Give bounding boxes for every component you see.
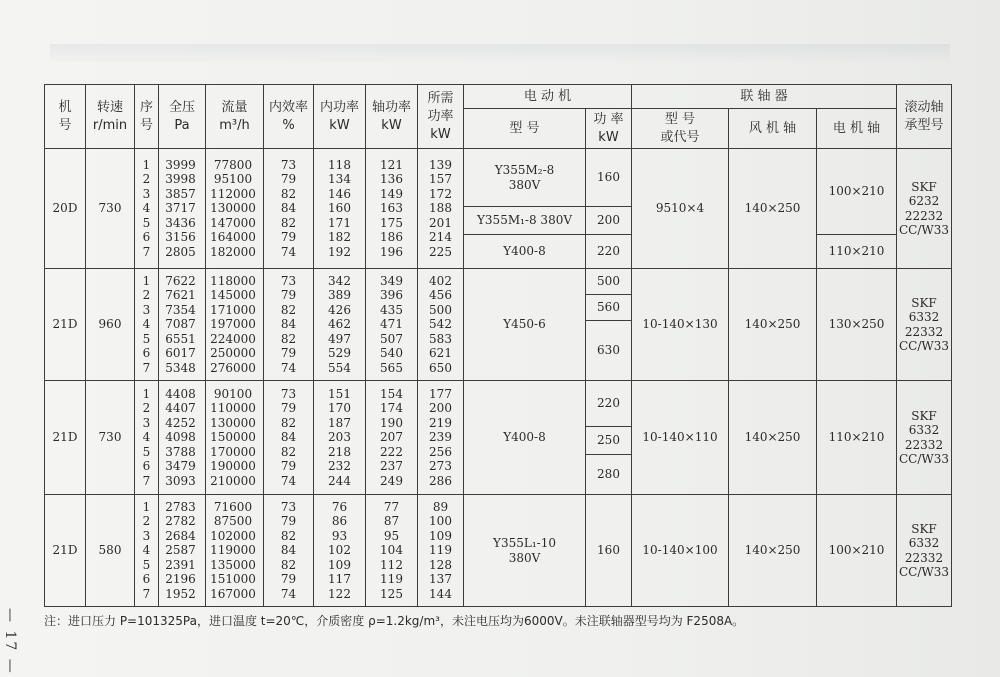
- flow-cell: 90100 110000 130000 150000 170000 190000 210000: [206, 381, 264, 495]
- motor-power-cell: 500: [586, 269, 632, 295]
- req-power-cell: 89 100 109 119 128 137 144: [418, 495, 464, 607]
- speed-cell: 960: [86, 269, 135, 381]
- header-motor: 电 动 机: [464, 85, 632, 109]
- motor-model-cell: Y355M₂-8 380V: [464, 149, 586, 207]
- motor-shaft-cell: 110×210: [817, 235, 897, 269]
- motor-model-cell: Y355L₁-10 380V: [464, 495, 586, 607]
- header-motor-power: 功 率 kW: [586, 109, 632, 149]
- header-pressure: 全压 Pa: [159, 85, 206, 149]
- eff-cell: 73 79 82 84 82 79 74: [264, 269, 314, 381]
- motor-power-cell: 160: [586, 149, 632, 207]
- machine-cell: 21D: [45, 495, 86, 607]
- shaft-power-cell: 349 396 435 471 507 540 565: [366, 269, 418, 381]
- pressure-cell: 2783 2782 2684 2587 2391 2196 1952: [159, 495, 206, 607]
- header-seq: 序 号: [135, 85, 159, 149]
- machine-cell: 21D: [45, 381, 86, 495]
- shaft-power-cell: 154 174 190 207 222 237 249: [366, 381, 418, 495]
- motor-model-cell: Y400-8: [464, 381, 586, 495]
- seq-cell: 1 2 3 4 5 6 7: [135, 269, 159, 381]
- motor-power-cell: 160: [586, 495, 632, 607]
- motor-model-cell: Y450-6: [464, 269, 586, 381]
- header-coupling-model: 型 号 或代号: [632, 109, 729, 149]
- pressure-cell: 7622 7621 7354 7087 6551 6017 5348: [159, 269, 206, 381]
- inner-power-cell: 76 86 93 102 109 117 122: [314, 495, 366, 607]
- req-power-cell: 139 157 172 188 201 214 225: [418, 149, 464, 269]
- shaft-power-cell: 121 136 149 163 175 186 196: [366, 149, 418, 269]
- pressure-cell: 3999 3998 3857 3717 3436 3156 2805: [159, 149, 206, 269]
- motor-model-cell: Y400-8: [464, 235, 586, 269]
- req-power-cell: 177 200 219 239 256 273 286: [418, 381, 464, 495]
- eff-cell: 73 79 82 84 82 79 74: [264, 495, 314, 607]
- motor-model-cell: Y355M₁-8 380V: [464, 207, 586, 235]
- speed-cell: 580: [86, 495, 135, 607]
- header-row-1: [45, 85, 952, 109]
- header-machine: 机 号: [45, 85, 86, 149]
- motor-shaft-cell: 100×210: [817, 149, 897, 235]
- fan-shaft-cell: 140×250: [729, 381, 817, 495]
- flow-cell: 71600 87500 102000 119000 135000 151000 167000: [206, 495, 264, 607]
- machine-cell: 21D: [45, 269, 86, 381]
- motor-power-cell: 630: [586, 321, 632, 381]
- motor-shaft-cell: 130×250: [817, 269, 897, 381]
- page-number: — 17 —: [2, 608, 18, 675]
- bearing-cell: SKF 6232 22232 CC/W33: [897, 149, 952, 269]
- pressure-cell: 4408 4407 4252 4098 3788 3479 3093: [159, 381, 206, 495]
- bleed-through-text: [50, 44, 950, 62]
- fan-shaft-cell: 140×250: [729, 495, 817, 607]
- machine-cell: 20D: [45, 149, 86, 269]
- header-inner-eff: 内效率 %: [264, 85, 314, 149]
- header-motor-model: 型 号: [464, 109, 586, 149]
- motor-shaft-cell: 110×210: [817, 381, 897, 495]
- motor-shaft-cell: 100×210: [817, 495, 897, 607]
- group-21d-960-row-a: [45, 269, 952, 295]
- header-coupling: 联 轴 器: [632, 85, 897, 109]
- motor-power-cell: 560: [586, 295, 632, 321]
- header-flow: 流量 m³/h: [206, 85, 264, 149]
- fan-shaft-cell: 140×250: [729, 149, 817, 269]
- coupling-cell: 9510×4: [632, 149, 729, 269]
- header-motor-shaft: 电 机 轴: [817, 109, 897, 149]
- inner-power-cell: 118 134 146 160 171 182 192: [314, 149, 366, 269]
- speed-cell: 730: [86, 381, 135, 495]
- header-bearing: 滚动轴 承型号: [897, 85, 952, 149]
- coupling-cell: 10-140×100: [632, 495, 729, 607]
- seq-cell: 1 2 3 4 5 6 7: [135, 495, 159, 607]
- motor-power-cell: 220: [586, 235, 632, 269]
- header-inner-power: 内功率 kW: [314, 85, 366, 149]
- eff-cell: 73 79 82 84 82 79 74: [264, 381, 314, 495]
- motor-power-cell: 200: [586, 207, 632, 235]
- inner-power-cell: 342 389 426 462 497 529 554: [314, 269, 366, 381]
- coupling-cell: 10-140×110: [632, 381, 729, 495]
- header-speed: 转速 r/min: [86, 85, 135, 149]
- flow-cell: 77800 95100 112000 130000 147000 164000 182000: [206, 149, 264, 269]
- bearing-cell: SKF 6332 22332 CC/W33: [897, 495, 952, 607]
- group-21d-580-row: [45, 495, 952, 607]
- flow-cell: 118000 145000 171000 197000 224000 250000 276000: [206, 269, 264, 381]
- inner-power-cell: 151 170 187 203 218 232 244: [314, 381, 366, 495]
- coupling-cell: 10-140×130: [632, 269, 729, 381]
- bearing-cell: SKF 6332 22332 CC/W33: [897, 269, 952, 381]
- motor-power-cell: 250: [586, 427, 632, 455]
- group-20d-730-row-a: [45, 149, 952, 207]
- motor-power-cell: 280: [586, 455, 632, 495]
- fan-shaft-cell: 140×250: [729, 269, 817, 381]
- header-fan-shaft: 风 机 轴: [729, 109, 817, 149]
- header-shaft-power: 轴功率 kW: [366, 85, 418, 149]
- speed-cell: 730: [86, 149, 135, 269]
- fan-spec-table: [44, 84, 952, 607]
- group-21d-730-row-a: [45, 381, 952, 427]
- header-req-power: 所需 功率 kW: [418, 85, 464, 149]
- eff-cell: 73 79 82 84 82 79 74: [264, 149, 314, 269]
- seq-cell: 1 2 3 4 5 6 7: [135, 149, 159, 269]
- shaft-power-cell: 77 87 95 104 112 119 125: [366, 495, 418, 607]
- motor-power-cell: 220: [586, 381, 632, 427]
- seq-cell: 1 2 3 4 5 6 7: [135, 381, 159, 495]
- req-power-cell: 402 456 500 542 583 621 650: [418, 269, 464, 381]
- bearing-cell: SKF 6332 22332 CC/W33: [897, 381, 952, 495]
- table-footnote: 注：进口压力 P=101325Pa，进口温度 t=20℃，介质密度 ρ=1.2kg/m³，未注电压均为6000V。未注联轴器型号均为 F2508A。: [44, 614, 745, 628]
